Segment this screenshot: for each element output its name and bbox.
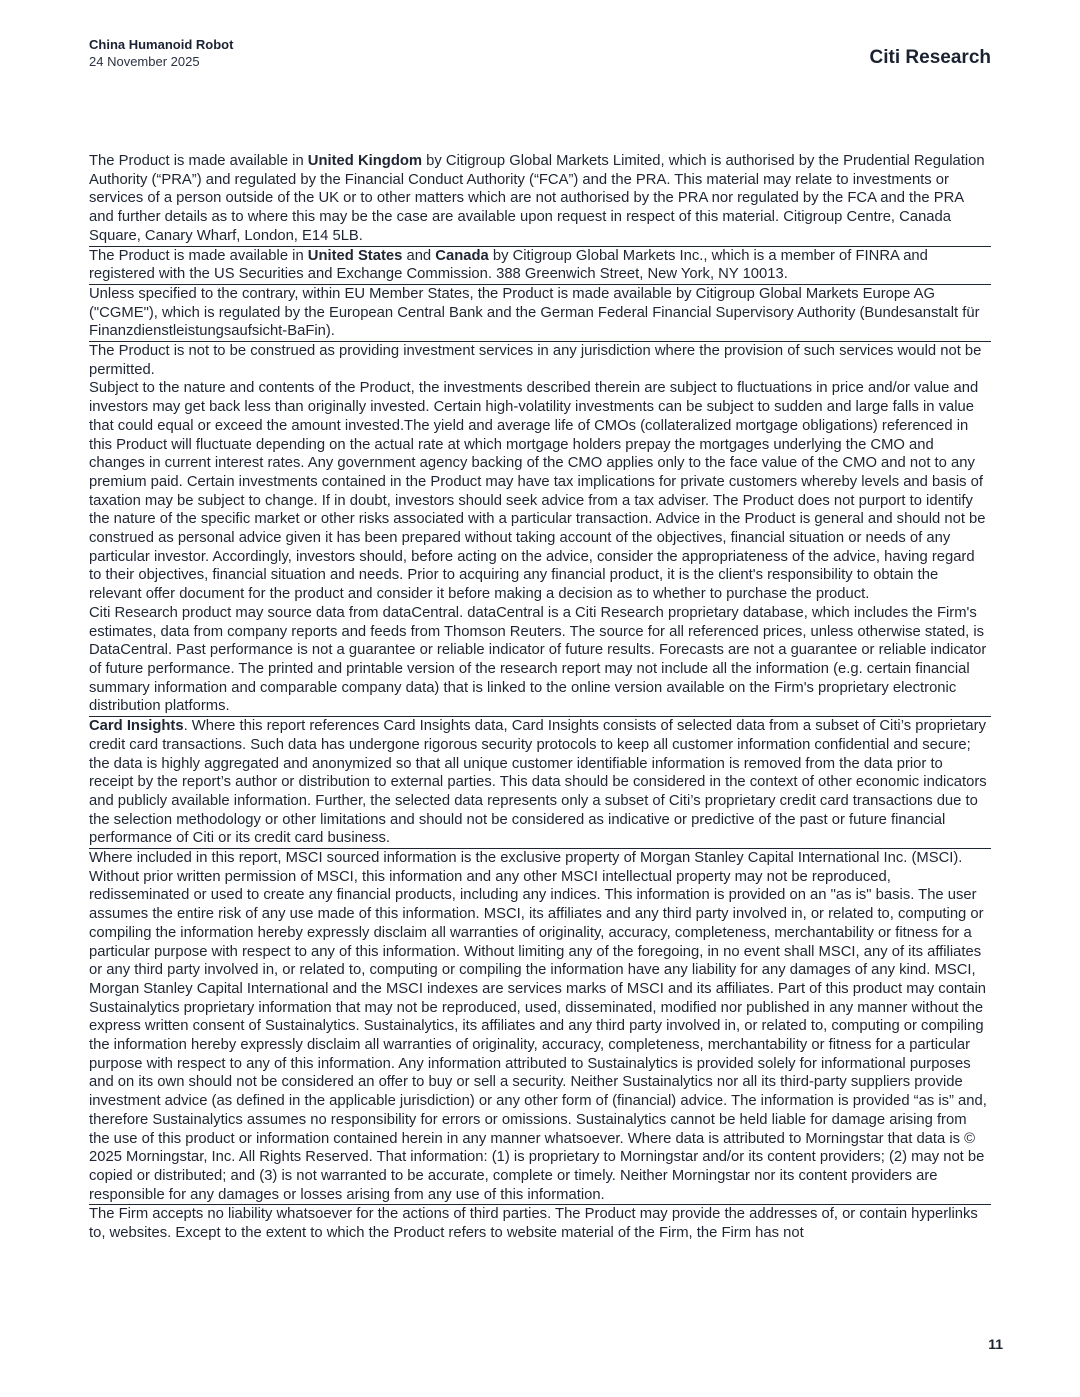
brand-name: Citi Research bbox=[869, 47, 991, 68]
paragraph-us-bold: United States bbox=[307, 247, 403, 264]
report-date: 24 November 2025 bbox=[89, 54, 200, 69]
paragraph-eu: Unless specified to the contrary, within EU Member States, the Product is made available by Citigroup Global Markets Europe AG ("CGME"), which is regulated by the European Central Bank and the German Federal Financial Supervisory Authority (Bundesanstalt für Finanzdienstleistungsaufsicht-BaFin). bbox=[89, 285, 991, 342]
paragraph-msci: Where included in this report, MSCI sourced information is the exclusive property of Morgan Stanley Capital International Inc. (MSCI). Without prior written permission of MSCI, this information and any other MSCI intellectual property may not be reproduced, redisseminated or used to create any financial products, including any indices. This information is provided on an "as is" basis. The user assumes the entire risk of any use made of this information. MSCI, its affiliates and any third party involved in, or related to, computing or compiling the information hereby expressly disclaim all warranties of originality, accuracy, completeness, merchantability or fitness for a particular purpose with respect to any of this information. Without limiting any of the foregoing, in no event shall MSCI, any of its affiliates or any third party involved in, or related to, computing or compiling the information have any liability for any damages of any kind. MSCI, Morgan Stanley Capital International and the MSCI indexes are services marks of MSCI and its affiliates. Part of this product may contain Sustainalytics proprietary information that may not be reproduced, used, disseminated, modified nor published in any manner without the express written consent of Sustainalytics. Sustainalytics, its affiliates and any third party involved in, or related to, computing or compiling the information hereby expressly disclaim all warranties of originality, accuracy, completeness, merchantability or fitness for a particular purpose with respect to any of this information. Any information attributed to Sustainalytics is provided solely for informational purposes and on its own should not be considered an offer to buy or sell a security. Neither Sustainalytics nor all its third-party suppliers provide investment advice (as defined in the applicable jurisdiction) or any other form of (financial) advice. The information is provided “as is” and, therefore Sustainalytics assumes no responsibility for errors or omissions. Sustainalytics cannot be held liable for damage arising from the use of this product or information contained herein in any manner whatsoever. Where data is attributed to Morningstar that data is © 2025 Morningstar, Inc. All Rights Reserved. That information: (1) is proprietary to Morningstar and/or its content providers; (2) may not be copied or distributed; and (3) is not warranted to be accurate, complete or timely. Neither Morningstar nor its content providers are responsible for any damages or losses arising from any use of this information. bbox=[89, 849, 991, 1205]
paragraph-canada-bold: Canada bbox=[435, 247, 489, 264]
paragraph-uk-text-c: by Citigroup Global Markets Limited, which is authorised by the Prudential Regulation Authority (“PRA”) and regulated by the Financial Conduct Authority (“FCA”) and the PRA. This material may relate to investments or services of a person outside of the UK or to other matters which are not authorised by the PRA nor regulated by the FCA and the PRA and further details as to where this may be the case are available upon request in respect of this material. Citigroup Centre, Canada Square, Canary Wharf, London, E14 5LB. bbox=[89, 153, 985, 244]
page-number: 11 bbox=[988, 1336, 1003, 1352]
report-header bbox=[89, 36, 233, 70]
report-title: China Humanoid Robot bbox=[89, 37, 234, 52]
paragraph-uk bbox=[89, 152, 991, 247]
paragraph-card-insights bbox=[89, 717, 991, 849]
paragraph-investment-risk: Subject to the nature and contents of the Product, the investments described therein are subject to fluctuations in price and/or value and investors may get back less than originally invested. Certain high-volatility investments can be subject to sudden and large falls in value that could equal or exceed the amount invested.The yield and average life of CMOs (collateralized mortgage obligations) referenced in this Product will fluctuate depending on the actual rate at which mortgage holders prepay the mortgages underlying the CMO and changes in current interest rates. Any government agency backing of the CMO applies only to the face value of the CMO and not to any premium paid. Certain investments contained in the Product may have tax implications for private customers whereby levels and basis of taxation may be subject to change. If in doubt, investors should seek advice from a tax adviser. The Product does not purport to identify the nature of the specific market or other risks associated with a particular transaction. Advice in the Product is general and should not be construed as personal advice given it has been prepared without taking account of the objectives, financial situation or needs of any particular investor. Accordingly, investors should, before acting on the advice, consider the appropriateness of the advice, having regard to their objectives, financial situation and needs. Prior to acquiring any financial product, it is the client's responsibility to obtain the relevant offer document for the product and consider it before making a decision as to whether to purchase the product. bbox=[89, 380, 986, 603]
paragraph-uk-text-a: The Product is made available in bbox=[89, 153, 308, 169]
paragraph-jurisdiction: The Product is not to be construed as providing investment services in any jurisdiction where the provision of such services would not be permitted. bbox=[89, 343, 982, 378]
paragraph-us-text-e: by Citigroup Global Markets Inc., which is a member of FINRA and registered with the US Securities and Exchange Commission. 388 Greenwich Street, New York, NY 10013. bbox=[89, 247, 928, 283]
paragraph-us-text-a: The Product is made available in bbox=[89, 247, 308, 264]
paragraph-third-parties: The Firm accepts no liability whatsoever for the actions of third parties. The Product may provide the addresses of, or contain hyperlinks to, websites. Except to the extent to which the Product refers to website material of the Firm, the Firm has not bbox=[89, 1206, 978, 1242]
paragraph-card-insights-bold: Card Insights bbox=[89, 718, 184, 735]
paragraph-card-insights-text: . Where this report references Card Insights data, Card Insights consists of selected data from a subset of Citi’s proprietary credit card transactions. Such data has undergone rigorous security protocols to keep all customer information confidential and secure; the data is highly aggregated and anonymized so that all unique customer identifiable information is removed from the data prior to receipt by the report’s author or distribution to external parties. This data should be considered in the context of other economic indicators and publicly available information. Further, the selected data represents only a subset of Citi’s proprietary credit card transactions due to the selection methodology or other limitations and should not be considered as indicative or predictive of the past or future financial performance of Citi or its credit card business. bbox=[89, 718, 987, 847]
disclosure-body bbox=[89, 152, 991, 1243]
paragraph-us-canada bbox=[89, 247, 991, 285]
paragraph-uk-bold: United Kingdom bbox=[307, 153, 423, 169]
paragraph-datacentral: Citi Research product may source data from dataCentral. dataCentral is a Citi Research proprietary database, which includes the Firm's estimates, data from company reports and feeds from Thomson Reuters. The source for all referenced prices, unless otherwise stated, is DataCentral. Past performance is not a guarantee or reliable indicator of future results. Forecasts are not a guarantee or reliable indicator of future performance. The printed and printable version of the research report may not include all the information (e.g. certain financial summary information and comparable company data) that is linked to the online version available on the Firm's proprietary electronic distribution platforms. bbox=[89, 604, 991, 717]
paragraph-us-text-c: and bbox=[402, 247, 436, 264]
